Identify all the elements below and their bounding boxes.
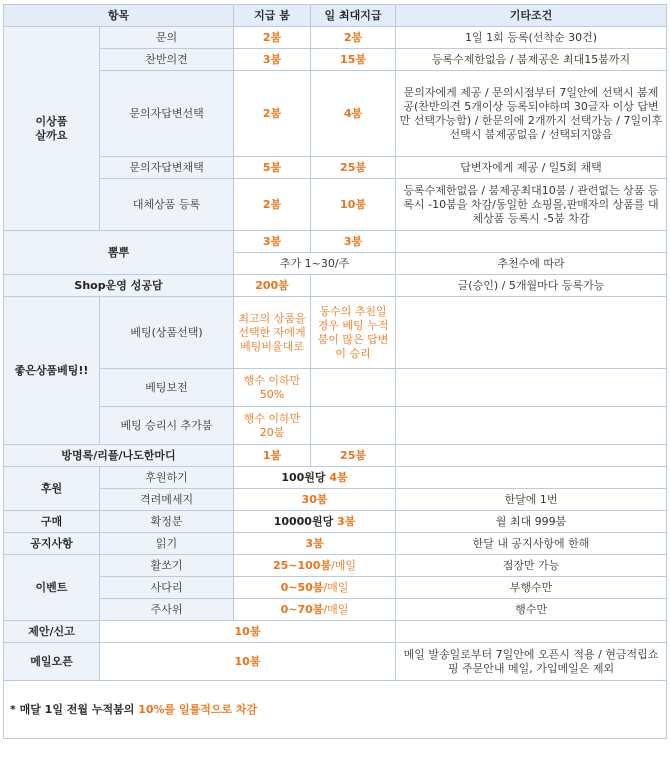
sub-label: 격려메세지 [100,489,234,511]
table-row [4,445,667,467]
category-report: 제안/신고 [4,621,100,643]
sub-label: 베팅(상품선택) [100,297,234,369]
table-row [4,511,667,533]
pay-value: 3붐 [234,49,311,71]
table-row [4,179,667,231]
sub-label: 문의자답변채택 [100,157,234,179]
sub-label: 활쏘기 [100,555,234,577]
max-value: 동수의 추천일 경우 베팅 누적붐이 많은 답변이 승리 [311,297,396,369]
pay-value: 25~100붐/매일 [234,555,396,577]
pay-value: 30붐 [234,489,396,511]
pay-value: 0~50붐/매일 [234,577,396,599]
pay-value: 5붐 [234,157,311,179]
note: 추천수에 따라 [396,253,667,275]
pay-value: 100원당 4붐 [234,467,396,489]
header-daily-max: 일 최대지급 [311,5,396,27]
table-row [4,577,667,599]
pay-value: 2붐 [234,71,311,157]
note: 등록수제한없음 / 붐제공최대10붐 / 관련없는 상품 등록시 -10붐을 차감/동일한 쇼핑몰,판매자의 상품를 대체상품 등록시 -5붐 차감 [396,179,667,231]
max-value: 25붐 [311,445,396,467]
pay-value: 3붐 [234,231,311,253]
category-notice: 공지사항 [4,533,100,555]
pay-value: 3붐 [234,533,396,555]
pay-value: 10붐 [100,643,396,681]
table-row [4,71,667,157]
footer-note: * 매달 1일 전월 누적붐의 10%를 일률적으로 차감 [4,681,667,739]
note: 점장만 가능 [396,555,667,577]
max-value: 10붐 [311,179,396,231]
table-row [4,489,667,511]
note: 1일 1회 등록(선착순 30건) [396,27,667,49]
category-event: 이벤트 [4,555,100,621]
sub-label: 대체상품 등록 [100,179,234,231]
table-row [4,27,667,49]
pay-value: 행수 이하만 50% [234,369,311,407]
table-row [4,275,667,297]
category-product: 이상품 살까요 [4,27,100,231]
pay-value: 행수 이하만 20붐 [234,407,311,445]
max-value: 3붐 [311,231,396,253]
sub-label: 주사위 [100,599,234,621]
category-guestbook: 방명록/리플/나도한마디 [4,445,234,467]
note: 행수만 [396,599,667,621]
table-row [4,231,667,253]
sub-label: 베팅 승리시 추가붐 [100,407,234,445]
table-row [4,555,667,577]
note: 글(승인) / 5개월마다 등록가능 [396,275,667,297]
footer-row [4,681,667,739]
sub-label: 후원하기 [100,467,234,489]
note: 한달 내 공지사항에 한해 [396,533,667,555]
sub-label: 사다리 [100,577,234,599]
table-row [4,407,667,445]
category-mail: 메일오픈 [4,643,100,681]
table-row [4,533,667,555]
pay-value: 2붐 [234,179,311,231]
category-bbyong: 뽐뿌 [4,231,234,275]
sub-label: 읽기 [100,533,234,555]
pay-value: 10붐 [100,621,396,643]
pay-value: 1붐 [234,445,311,467]
max-value: 2붐 [311,27,396,49]
table-row [4,369,667,407]
table-row [4,49,667,71]
max-value: 4붐 [311,71,396,157]
sub-label: 문의 [100,27,234,49]
header-pay: 지급 붐 [234,5,311,27]
pay-value: 0~70붐/매일 [234,599,396,621]
header-item: 항목 [4,5,234,27]
header-other: 기타조건 [396,5,667,27]
sub-label: 확정분 [100,511,234,533]
category-shop: Shop운영 성공담 [4,275,234,297]
pay-value: 200붐 [234,275,311,297]
note: 메일 발송일로부터 7일안에 오픈시 적용 / 현금적립쇼핑 주문안내 메일, 가입메일은 제외 [396,643,667,681]
pay-value: 10000원당 3붐 [234,511,396,533]
note: 등록수제한없음 / 붐제공은 최대15붐까지 [396,49,667,71]
table-row [4,621,667,643]
pay-value: 최고의 상품을 선택한 자에게 베팅비율대로 [234,297,311,369]
extra-value: 추가 1~30/주 [234,253,396,275]
sub-label: 베팅보전 [100,369,234,407]
sub-label: 문의자답변선택 [100,71,234,157]
category-betting: 좋은상품베팅!! [4,297,100,445]
note: 문의자에게 제공 / 문의시점부터 7일안에 선택시 붐제공(찬반의견 5개이상 등록되야하며 30글자 이상 답변만 선택가능함) / 한문의에 2개까지 선택가능 / 7일이후 선택시 붐제공없음 / 선택되지않음 [396,71,667,157]
table-row [4,643,667,681]
note: 월 최대 999붐 [396,511,667,533]
sub-label: 찬반의견 [100,49,234,71]
max-value: 25붐 [311,157,396,179]
table-row [4,297,667,369]
table-row [4,599,667,621]
category-purchase: 구매 [4,511,100,533]
note: 답변자에게 제공 / 일5회 채택 [396,157,667,179]
header-row [4,5,667,27]
note: 부행수만 [396,577,667,599]
pay-value: 2붐 [234,27,311,49]
reward-table [3,4,667,739]
max-value: 15붐 [311,49,396,71]
category-support: 후원 [4,467,100,511]
note: 한달에 1번 [396,489,667,511]
table-row [4,467,667,489]
table-row [4,157,667,179]
